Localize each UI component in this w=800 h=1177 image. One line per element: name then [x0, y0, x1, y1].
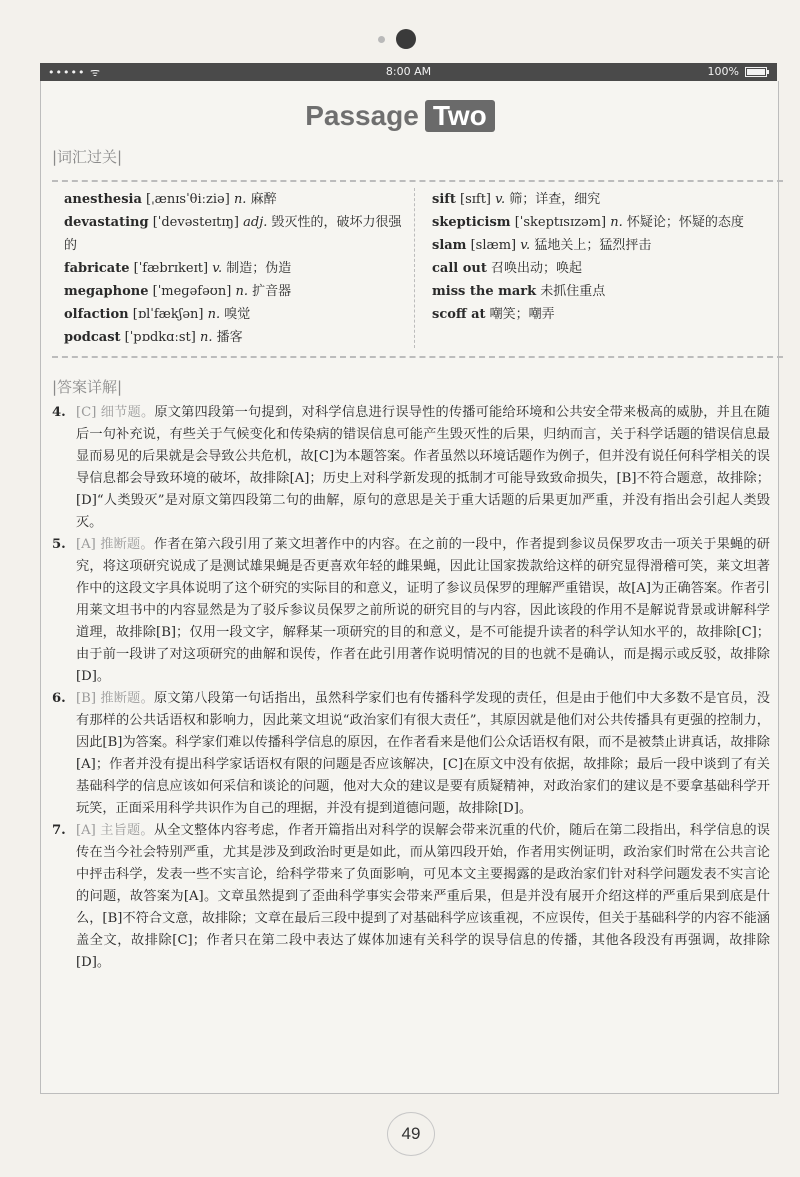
vocab-item: skepticism [ˈskeptɪsɪzəm] n. 怀疑论；怀疑的态度 [432, 215, 744, 230]
vocab-right-column [432, 188, 777, 326]
answer-list [52, 402, 770, 974]
vocab-section-label: |词汇过关| [52, 148, 123, 166]
answer-tag: [A] 推断题。 [76, 537, 154, 552]
vocab-item: miss the mark 未抓住重点 [432, 284, 606, 299]
page-number: 49 [387, 1112, 435, 1156]
signal-indicator: ••••• ᯤ [48, 66, 101, 79]
answers-section-label: |答案详解| [52, 378, 123, 396]
answer-tag: [A] 主旨题。 [76, 823, 154, 838]
vocab-item: megaphone [ˈmeɡəfəʊn] n. 扩音器 [64, 284, 292, 299]
vocab-box [52, 180, 783, 358]
vocab-item: sift [sɪft] v. 筛；详查，细究 [432, 192, 601, 207]
battery-percent: 100% [707, 65, 739, 78]
answer-text: 从全文整体内容考虑，作者开篇指出对科学的误解会带来沉重的代价，随后在第二段指出，科学信息的误传在当今社会特别严重，尤其是涉及到政治时更是如此，而从第四段开始，作者用实例证明，政治家们时常在公共言论中抨击科学，发表一些不实言论，给科学带来了负面影响，可见本文主要揭露的是政治家们针对科学问题发表不实言论的问题，故答案为[A]。文章虽然提到了歪曲科学事实会带来严重后果，但是并没有展开介绍这样的严重后果到底是什么，[B]不符合文意，故排除；文章在最后三段中提到了对基础科学应该重视，不应误传，但关于基础科学的内容不能涵盖全文，故排除[C]；作者只在第二段中表达了媒体加速有关科学的误导信息的传播，其他各段没有再强调，故排除[D]。 [76, 823, 770, 970]
answer-item [52, 820, 770, 974]
status-time: 8:00 AM [385, 65, 432, 78]
answer-number: 6. [52, 691, 66, 706]
battery-icon [745, 67, 767, 77]
vocab-item: olfaction [ɒlˈfækʃən] n. 嗅觉 [64, 307, 251, 322]
answer-tag: [C] 细节题。 [76, 405, 155, 420]
battery-indicator [708, 65, 767, 78]
vocab-divider [414, 188, 415, 348]
sensor-dot [378, 36, 385, 43]
answer-text: 原文第四段第一句提到，对科学信息进行误导性的传播可能给环境和公共安全带来极高的威胁，并且在随后一句补充说，有些关于气候变化和传染病的错误信息可能产生毁灭性的后果，归纳而言，关于科学话题的错误信息最显而易见的后果就是会导致公共危机，故[C]为本题答案。作者虽然以环境话题作为例子，但并没有说任何科学相关的误导信息都会导致环境的破坏，故排除[A]；历史上对科学新发现的抵制才可能导致致命损失，[B]不符合题意，故排除；[D]“人类毁灭”是对原文第四段第二句的曲解，原句的意思是关于重大话题的后果更加严重，并没有指出会引起人类毁灭。 [76, 405, 770, 530]
answer-text: 作者在第六段引用了莱文坦著作中的内容。在之前的一段中，作者提到参议员保罗攻击一项关于果蝇的研究，将这项研究说成了是测试雄果蝇是否更喜欢年轻的雌果蝇，因此让国家拨款给这样的研究显得滑稽可笑，莱文坦著作中的这段文字具体说明了这个研究的实际目的和意义，证明了参议员保罗的理解严重错误，故[A]为正确答案。作者引用莱文坦书中的内容显然是为了驳斥参议员保罗之前所说的研究目的与内容，因此该段的作用不是解说背景或讲解科学道理，故排除[B]；仅用一段文字，解释某一项研究的目的和意义，是不可能提升读者的科学认知水平的，故排除[C]；由于前一段讲了对这项研究的曲解和误传，作者在此引用著作说明情况的目的也就不是确认，而是揭示或反驳，故排除[D]。 [76, 537, 770, 684]
answer-number: 4. [52, 405, 66, 420]
device-camera [0, 28, 800, 50]
answer-text: 原文第八段第一句话指出，虽然科学家们也有传播科学发现的责任，但是由于他们中大多数不是官员，没有那样的公共话语权和影响力，因此莱文坦说“政治家们有很大责任”，其原因就是他们对公共传播具有更强的控制力，因此[B]为答案。科学家们难以传播科学信息的原因，在作者看来是他们公众话语权有限，而不是被禁止讲真话，故排除[A]；作者并没有提出科学家话语权有限的问题是否应该解决，[C]在原文中没有依据，故排除；最后一段中谈到了有关基础科学的信息应该如何采信和谈论的问题，他对大众的建议是要有质疑精神，对政治家们的建议是不要拿基础科学开玩笑，正面采用科学共识作为自己的理据，并没有提到道德问题，故排除[D]。 [76, 691, 770, 816]
status-bar [40, 63, 777, 81]
vocab-item: devastating [ˈdevəsteɪtɪŋ] adj. 毁灭性的，破坏力很强的 [64, 215, 402, 253]
title-highlight: Two [425, 100, 495, 132]
answer-item [52, 402, 770, 534]
vocab-item: fabricate [ˈfæbrɪkeɪt] v. 制造；伪造 [64, 261, 292, 276]
camera-lens [396, 29, 416, 49]
vocab-left-column [64, 188, 404, 349]
page-title [0, 100, 800, 132]
vocab-item: podcast [ˈpɒdkɑːst] n. 播客 [64, 330, 243, 345]
answer-item [52, 534, 770, 688]
vocab-item: scoff at 嘲笑；嘲弄 [432, 307, 555, 322]
answer-number: 7. [52, 823, 66, 838]
answer-item [52, 688, 770, 820]
vocab-item: anesthesia [ˌænɪsˈθiːziə] n. 麻醉 [64, 192, 277, 207]
title-prefix: Passage [305, 100, 419, 131]
answer-tag: [B] 推断题。 [76, 691, 154, 706]
vocab-item: slam [slæm] v. 猛地关上；猛烈抨击 [432, 238, 652, 253]
answer-number: 5. [52, 537, 66, 552]
vocab-item: call out 召唤出动；唤起 [432, 261, 583, 276]
